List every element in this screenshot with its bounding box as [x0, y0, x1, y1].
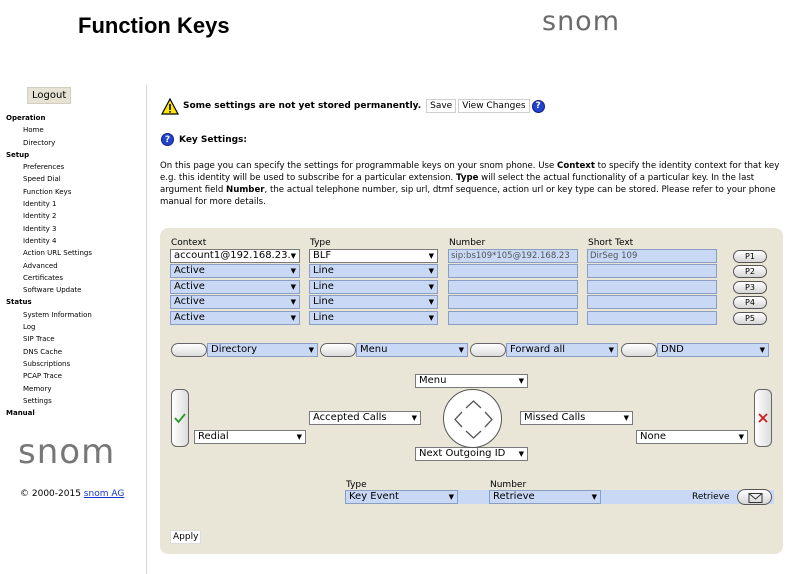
sidebar-item-speed-dial[interactable]: Speed Dial: [23, 175, 61, 184]
bottom-type-header: Type: [346, 480, 367, 490]
type-select[interactable]: Line ▼: [309, 295, 438, 309]
sidebar-item-pcap-trace[interactable]: PCAP Trace: [23, 372, 62, 381]
sidebar-divider: [146, 85, 147, 574]
accept-key[interactable]: [171, 389, 189, 447]
short-text-header: Short Text: [588, 238, 634, 248]
context-select[interactable]: Active ▼: [170, 280, 300, 294]
retrieve-button[interactable]: [737, 489, 772, 505]
copyright: [20, 489, 124, 499]
short-text-field[interactable]: [587, 295, 717, 309]
bottom-number-select[interactable]: Retrieve ▼: [489, 490, 601, 504]
sidebar-section-operation: Operation: [6, 114, 46, 122]
number-field[interactable]: [448, 311, 578, 325]
sidebar-section-status: Status: [6, 298, 32, 307]
p2-button[interactable]: P2: [733, 265, 767, 278]
cancel-key-select[interactable]: None ▼: [636, 430, 748, 444]
nav-right-select[interactable]: Missed Calls ▼: [520, 411, 633, 425]
sidebar-item-system-information[interactable]: System Information: [23, 310, 92, 319]
sidebar-item-preferences[interactable]: Preferences: [23, 163, 65, 172]
type-header: Type: [310, 238, 331, 248]
bottom-type-select[interactable]: Key Event ▼: [345, 490, 458, 504]
copyright-text: © 2000-2015: [20, 489, 81, 499]
type-select[interactable]: Line ▼: [309, 264, 438, 278]
context-select[interactable]: account1@192.168.23. ▼: [170, 249, 300, 263]
checkmark-icon: [174, 412, 186, 424]
sidebar-item-log[interactable]: Log: [23, 323, 36, 332]
context-header: Context: [171, 238, 207, 248]
sidebar-item-identity-4[interactable]: Identity 4: [23, 236, 57, 245]
number-header: Number: [449, 238, 486, 248]
p1-button[interactable]: P1: [733, 250, 767, 263]
softkey-1-button[interactable]: [171, 343, 207, 357]
context-select[interactable]: Active ▼: [170, 264, 300, 278]
snom-ag-link[interactable]: snom AG: [83, 489, 125, 499]
context-select[interactable]: Active ▼: [170, 295, 300, 309]
sidebar-item-advanced[interactable]: Advanced: [23, 261, 58, 270]
nav-down-select[interactable]: Next Outgoing ID ▼: [415, 447, 528, 461]
number-field[interactable]: [448, 295, 578, 309]
description: On this page you can specify the settings for programmable keys on your snom phone. Use Context to specify the identity context for that key e.g. this identity will be used to subscribe for a particular extension. Type will select the actual functionality of a particular key. In the last argument field Number, the actual telephone number, sip url, dtmf sequence, action url or key type can be stored. Please refer to your phone manual for more details.: [160, 161, 780, 208]
softkey-3-select[interactable]: Forward all ▼: [506, 343, 618, 357]
sidebar-item-dns-cache[interactable]: DNS Cache: [23, 347, 63, 356]
short-text-field[interactable]: [587, 264, 717, 278]
retrieve-label: Retrieve: [692, 492, 730, 502]
nav-left-select[interactable]: Accepted Calls ▼: [309, 411, 421, 425]
key-settings-help-icon[interactable]: ?: [161, 133, 174, 146]
type-select[interactable]: Line ▼: [309, 311, 438, 325]
context-select[interactable]: Active ▼: [170, 311, 300, 325]
softkey-3-button[interactable]: [470, 343, 506, 357]
cancel-key[interactable]: [754, 389, 772, 447]
navigation-ring[interactable]: [443, 389, 502, 448]
sidebar-section-setup: Setup: [6, 150, 30, 159]
sidebar-item-identity-2[interactable]: Identity 2: [23, 212, 57, 221]
softkey-2-select[interactable]: Menu ▼: [356, 343, 468, 357]
short-text-field[interactable]: [587, 311, 717, 325]
type-select[interactable]: Line ▼: [309, 280, 438, 294]
sidebar-item-home[interactable]: Home: [23, 126, 44, 135]
close-icon: [757, 412, 769, 424]
envelope-icon: [738, 490, 773, 506]
sidebar-item-identity-3[interactable]: Identity 3: [23, 224, 57, 233]
sidebar-section-manual: Manual: [6, 409, 35, 418]
sidebar-item-settings[interactable]: Settings: [23, 396, 52, 405]
short-text-field[interactable]: DirSeg 109: [587, 249, 717, 263]
unsaved-warning: [161, 96, 545, 116]
save-button[interactable]: Save: [426, 99, 456, 113]
p4-button[interactable]: P4: [733, 296, 767, 309]
number-field[interactable]: [448, 280, 578, 294]
warning-text: Some settings are not yet stored permanently.: [183, 101, 422, 111]
sidebar-item-software-update[interactable]: Software Update: [23, 286, 82, 295]
p5-button[interactable]: P5: [733, 312, 767, 325]
sidebar-item-memory[interactable]: Memory: [23, 384, 52, 393]
softkey-4-select[interactable]: DND ▼: [657, 343, 769, 357]
page-title: Function Keys: [78, 13, 230, 38]
p3-button[interactable]: P3: [733, 281, 767, 294]
nav-up-select[interactable]: Menu ▼: [415, 374, 528, 388]
sidebar-item-certificates[interactable]: Certificates: [23, 273, 64, 282]
view-changes-button[interactable]: View Changes: [458, 99, 529, 113]
key-settings-label: Key Settings:: [179, 134, 248, 145]
short-text-field[interactable]: [587, 280, 717, 294]
sidebar-item-function-keys[interactable]: Function Keys: [23, 187, 72, 196]
sidebar-item-action-url-settings[interactable]: Action URL Settings: [23, 249, 92, 258]
warning-icon: [161, 98, 179, 115]
softkey-1-select[interactable]: Directory ▼: [207, 343, 318, 357]
sidebar-snom-logo: snom: [18, 432, 116, 472]
number-field[interactable]: sip:bs109*105@192.168.23: [448, 249, 578, 263]
sidebar-item-identity-1[interactable]: Identity 1: [23, 200, 57, 209]
nav-arrows-icon: [444, 390, 503, 449]
type-select[interactable]: BLF ▼: [309, 249, 438, 263]
softkey-2-button[interactable]: [320, 343, 356, 357]
softkey-4-button[interactable]: [621, 343, 657, 357]
apply-button[interactable]: Apply: [170, 530, 201, 544]
help-icon[interactable]: ?: [532, 100, 545, 113]
number-field[interactable]: [448, 264, 578, 278]
bottom-number-header: Number: [490, 480, 527, 490]
sidebar-item-subscriptions[interactable]: Subscriptions: [23, 359, 71, 368]
sidebar-item-sip-trace[interactable]: SIP Trace: [23, 335, 55, 344]
sidebar-nav: [6, 112, 141, 419]
logout-button[interactable]: Logout: [27, 87, 71, 104]
sidebar-item-directory[interactable]: Directory: [23, 138, 56, 147]
snom-logo: snom: [542, 6, 620, 37]
key-settings-heading: [161, 133, 247, 146]
accept-key-select[interactable]: Redial ▼: [194, 430, 306, 444]
